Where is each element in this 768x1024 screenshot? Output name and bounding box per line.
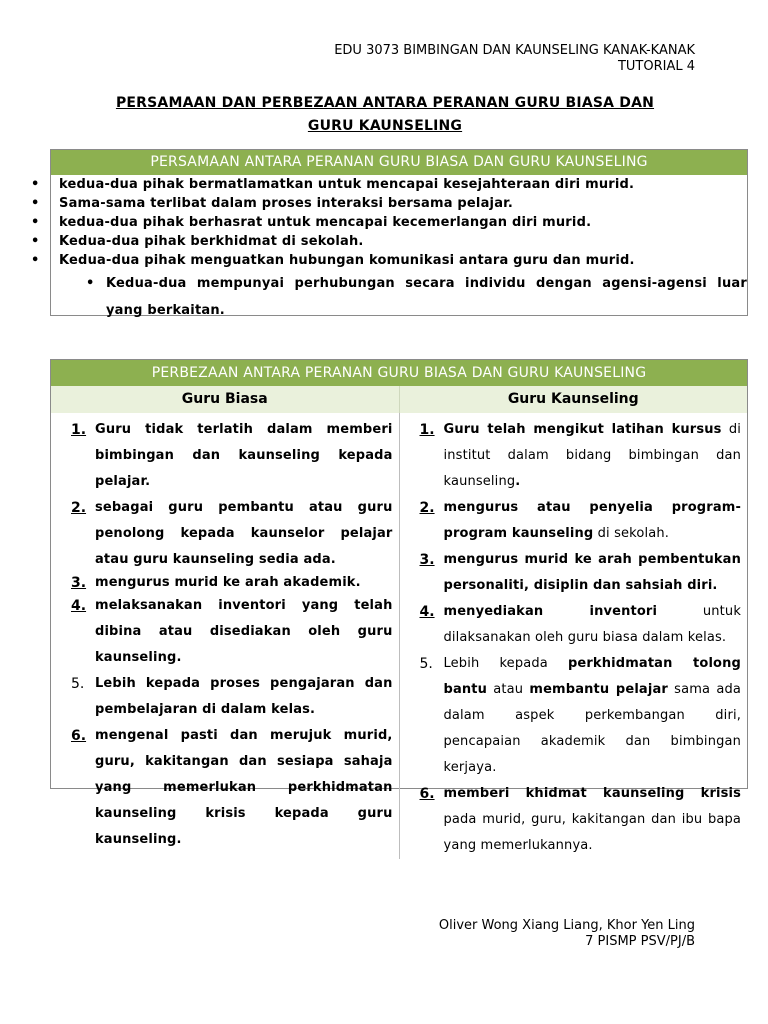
guru-biasa-column xyxy=(51,413,400,859)
bullet-icon: • xyxy=(86,276,95,291)
list-sub-item: • Kedua-dua mempunyai perhubungan secara individu dengan agensi-agensi luar yang berkaitan. xyxy=(51,270,747,324)
similarities-list xyxy=(31,175,747,324)
list-item: 6. memberi khidmat kaunseling krisis pada murid, guru, kakitangan dan ibu bapa yang memerlukannya. xyxy=(419,786,741,853)
document-header xyxy=(334,43,695,75)
list-item: 1. Guru tidak terlatih dalam memberi bimbingan dan kaunseling kepada pelajar. xyxy=(71,422,393,489)
list-item: • kedua-dua pihak berhasrat untuk mencapai kecemerlangan diri murid. xyxy=(31,215,592,230)
column-headers xyxy=(51,386,747,413)
bullet-icon: • xyxy=(31,253,40,268)
list-item: 4. melaksanakan inventori yang telah dibina atau disediakan oleh guru kaunseling. xyxy=(71,598,393,665)
list-item: 1. Guru telah mengikut latihan kursus di institut dalam bidang bimbingan dan kaunseling. xyxy=(419,422,741,489)
differences-heading: PERBEZAAN ANTARA PERANAN GURU BIASA DAN GURU KAUNSELING xyxy=(51,360,747,386)
list-item: 3. mengurus murid ke arah akademik. xyxy=(71,575,361,591)
list-item: 5. Lebih kepada proses pengajaran dan pembelajaran di dalam kelas. xyxy=(71,676,393,717)
guru-kaunseling-column xyxy=(400,413,748,859)
bullet-icon: • xyxy=(31,177,40,192)
class-code: 7 PISMP PSV/PJ/B xyxy=(585,934,695,949)
list-item: 5. Lebih kepada perkhidmatan tolong bantu atau membantu pelajar sama ada dalam aspek perkembangan diri, pencapaian akademik dan bimbingan kerjaya. xyxy=(419,656,741,775)
bullet-icon: • xyxy=(31,196,40,211)
similarities-table xyxy=(31,149,748,318)
bullet-icon: • xyxy=(31,234,40,249)
differences-body xyxy=(51,413,747,859)
differences-table xyxy=(50,359,748,853)
list-item: 4. menyediakan inventori untuk dilaksanakan oleh guru biasa dalam kelas. xyxy=(419,604,741,645)
list-item: 2. mengurus atau penyelia program-program kaunseling di sekolah. xyxy=(419,500,741,541)
column-header-guru-kaunseling: Guru Kaunseling xyxy=(507,391,639,407)
list-item: • kedua-dua pihak bermatlamatkan untuk mencapai kesejahteraan diri murid. xyxy=(31,177,635,192)
list-item: 2. sebagai guru pembantu atau guru penolong kepada kaunselor pelajar atau guru kaunseling sedia ada. xyxy=(71,500,393,567)
bullet-icon: • xyxy=(31,215,40,230)
tutorial-label: TUTORIAL 4 xyxy=(617,59,695,74)
similarities-heading: PERSAMAAN ANTARA PERANAN GURU BIASA DAN GURU KAUNSELING xyxy=(51,150,747,175)
column-header-guru-biasa: Guru Biasa xyxy=(51,386,400,413)
page-title xyxy=(60,92,710,138)
authors: Oliver Wong Xiang Liang, Khor Yen Ling xyxy=(438,918,695,933)
page-title-line2: GURU KAUNSELING xyxy=(307,118,463,134)
list-item: • Kedua-dua pihak menguatkan hubungan komunikasi antara guru dan murid. xyxy=(31,253,635,268)
list-item: • Kedua-dua pihak berkhidmat di sekolah. xyxy=(31,234,364,249)
list-item: 6. mengenal pasti dan merujuk murid, guru, kakitangan dan sesiapa sahaja yang memerlukan perkhidmatan kaunseling krisis kepada guru kaunseling. xyxy=(71,728,393,847)
document-footer xyxy=(439,918,695,950)
page-title-line1: PERSAMAAN DAN PERBEZAAN ANTARA PERANAN GURU BIASA DAN xyxy=(115,95,655,111)
course-title: EDU 3073 BIMBINGAN DAN KAUNSELING KANAK-KANAK xyxy=(334,43,695,58)
list-item: 3. mengurus murid ke arah pembentukan personaliti, disiplin dan sahsiah diri. xyxy=(419,552,741,593)
list-item: • Sama-sama terlibat dalam proses interaksi bersama pelajar. xyxy=(31,196,514,211)
